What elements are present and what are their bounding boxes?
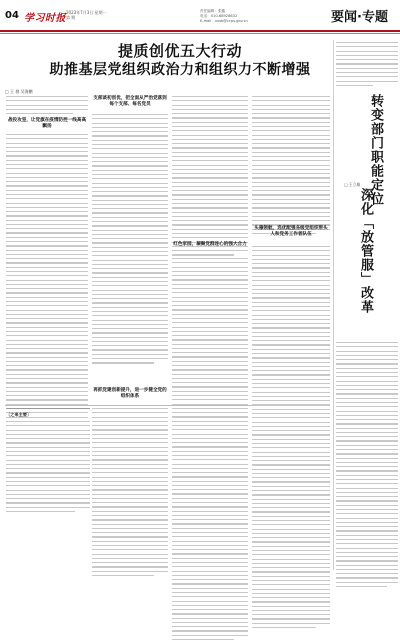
article-text-col2a	[92, 114, 168, 367]
article-text-col1a	[6, 96, 88, 117]
byline: □ 王 群 吴海鹏	[5, 89, 33, 94]
editor-line: 电话：010-68928632	[200, 14, 238, 18]
article-text-col4a	[252, 96, 330, 237]
column-divider	[333, 40, 334, 570]
article-text-col4b	[252, 246, 330, 631]
article-text-col1b	[6, 134, 88, 425]
editor-line: 责任编辑：张鑫	[200, 9, 226, 13]
callout-box	[6, 408, 90, 504]
main-headline	[30, 42, 330, 80]
editor-line: E-mail：xxsb@ccps.gov.cn	[200, 19, 248, 23]
paper-name: 学习时报	[24, 13, 66, 24]
masthead-rule	[0, 30, 400, 32]
subhead: 支部谈初创优，把全面从严治党落到每个支部、每名党员	[93, 96, 167, 107]
sidebar-title-text-2: 深化「放管服」改革	[358, 188, 373, 314]
article-text-col3b	[172, 258, 248, 643]
page-number: 04	[5, 10, 19, 21]
sidebar-body-text	[336, 342, 398, 590]
subhead: 再抓党建创新提升，进一步健全党的组织体系	[93, 388, 167, 399]
article-text-col2b	[92, 408, 168, 579]
subhead: 战役攻坚，让党旗在疫情防控一线高高飘扬	[7, 118, 87, 129]
sidebar-title-2	[356, 188, 376, 314]
date-line: 第 期	[66, 15, 76, 20]
sidebar-intro-text	[336, 42, 398, 90]
subhead: 红色家园，凝聚党群连心的强大合力	[173, 242, 247, 247]
section-title: 要闻·专题	[331, 10, 388, 25]
sidebar-title-text-1: 转变部门职能定位	[368, 94, 383, 206]
headline-line-2: 助推基层党组织政治力和组织力不断增强	[49, 62, 311, 78]
callout-text	[6, 421, 90, 512]
masthead-rule-thin	[0, 33, 400, 34]
date-line: 2023年7月3日 星期一	[66, 10, 107, 15]
sidebar-author: □ 王立雄	[344, 182, 361, 187]
article-text-col3a	[172, 96, 248, 259]
callout-title: 〔之来主要〕	[6, 412, 32, 417]
editor-info	[200, 9, 320, 24]
subhead: 头雁领航，选优配强各级党组织带头人和党务工作者队伍	[254, 226, 328, 237]
publication-date	[66, 10, 107, 20]
sidebar-article	[336, 42, 398, 567]
headline-line-1: 提质创优五大行动	[117, 42, 242, 60]
